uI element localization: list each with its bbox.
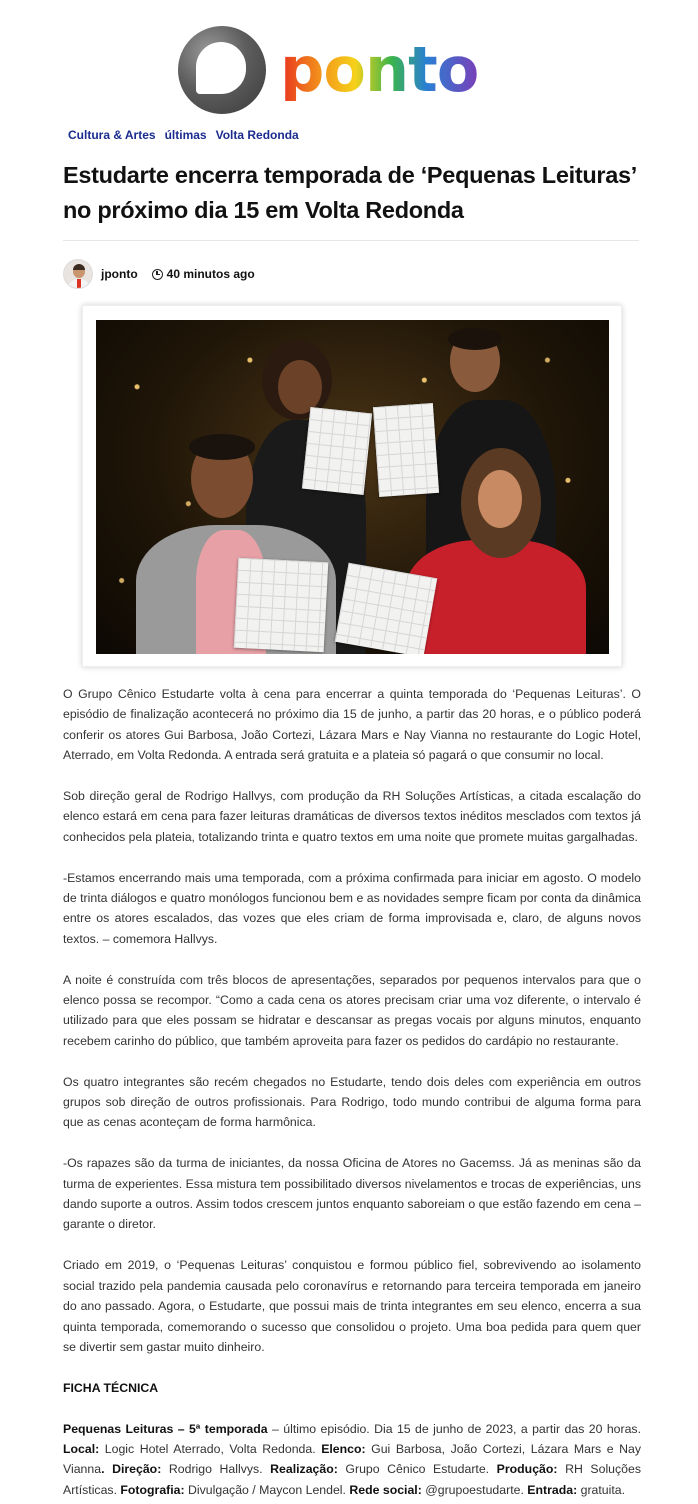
ficha-elenco-label: Elenco: [321, 1441, 366, 1456]
article-paragraph: -Estamos encerrando mais uma temporada, com a próxima confirmada para iniciar em agosto. O modelo de trinta diálogos e quatro monólogos funcionou bem e as novidades sempre ficam por conta da dinâmica entre os atores escalados, das vozes que eles criam de forma improvisada e, claro, de alguns novos textos. – comemora Hallvys. [63, 870, 641, 946]
featured-image-frame [82, 305, 622, 667]
article-paragraph: Sob direção geral de Rodrigo Hallvys, com produção da RH Soluções Artísticas, a citada escalação do elenco estará em cena para fazer leituras dramáticas de diversos textos inéditos mesclados com textos já conhecidos pela plateia, totalizando trinta e quatro textos em uma noite que promete muitas gargalhadas. [63, 789, 641, 844]
ficha-direcao-label: . Direção: [101, 1462, 162, 1477]
ficha-rede-text: @grupoestudarte. [421, 1482, 528, 1497]
ficha-producao-label: Produção: [496, 1462, 558, 1477]
category-links [68, 128, 299, 142]
category-link-volta-redonda[interactable]: Volta Redonda [215, 128, 299, 142]
logo-wordmark: ponto [280, 33, 479, 106]
ficha-fotografia-label: Fotografia: [120, 1482, 185, 1497]
logo-mark-icon [178, 26, 266, 114]
article-paragraph: A noite é construída com três blocos de apresentações, separados por pequenos intervalos para que o elenco possa se recompor. “Como a cada cena os atores precisam criar uma voz diferente, o intervalo é utilizado para que eles possam se hidratar e descansar as pregas vocais por alguns minutos, enquanto recebem carinho do público, que também aproveita para fazer os pedidos do cardápio no restaurante. [63, 972, 641, 1048]
category-link-cultura[interactable]: Cultura & Artes [68, 128, 156, 142]
article-meta [63, 259, 255, 289]
clock-icon [152, 269, 163, 280]
publish-time-text: 40 minutos ago [166, 267, 255, 281]
author-name[interactable]: jponto [101, 267, 138, 281]
ficha-entrada-text: gratuita. [577, 1482, 626, 1497]
ficha-tecnica-heading: FICHA TÉCNICA [63, 1380, 159, 1395]
ficha-realizacao-label: Realização: [270, 1462, 338, 1477]
ficha-elenco-text: Gui Barbosa, João Cortezi, Lázara Mars e Nay Vianna [63, 1441, 641, 1477]
featured-photo[interactable] [96, 320, 609, 654]
ficha-local-label: Local: [63, 1441, 100, 1456]
article-body [63, 684, 641, 1504]
ficha-show-text: – último episódio. Dia 15 de junho de 2023, a partir das 20 horas. [267, 1421, 641, 1436]
ficha-realizacao-text: Grupo Cênico Estudarte. [337, 1462, 497, 1477]
site-logo[interactable] [178, 24, 478, 116]
publish-time [152, 267, 255, 281]
title-divider [63, 240, 639, 241]
article-title: Estudarte encerra temporada de ‘Pequenas Leituras’ no próximo dia 15 em Volta Redonda [63, 162, 636, 223]
ficha-local-text: Logic Hotel Aterrado, Volta Redonda. [99, 1441, 322, 1456]
ficha-producao-text: RH Soluções Artísticas. [63, 1462, 641, 1497]
category-link-ultimas[interactable]: últimas [164, 128, 207, 142]
ficha-entrada-label: Entrada: [527, 1482, 578, 1497]
ficha-tecnica-details [63, 1419, 641, 1501]
article-paragraph: -Os rapazes são da turma de iniciantes, da nossa Oficina de Atores no Gacemss. Já as meninas são da turma de experientes. Essa mistura tem possibilitado diversos nivelamentos e trocas de experiências, uns dando suporte a outros. Assim todos crescem juntos enquanto saboreiam o que estão fazendo em cena – garante o diretor. [63, 1156, 641, 1232]
article-paragraph: O Grupo Cênico Estudarte volta à cena para encerrar a quinta temporada do ‘Pequenas Leituras’. O episódio de finalização acontecerá no próximo dia 15 de junho, a partir das 20 horas, e o público poderá conferir os atores Gui Barbosa, João Cortezi, Lázara Mars e Nay Vianna no restaurante do Logic Hotel, Aterrado, em Volta Redonda. A entrada será gratuita e a plateia só pagará o que consumir no local. [63, 687, 641, 763]
ficha-rede-label: Rede social: [349, 1482, 422, 1497]
ficha-show-label: Pequenas Leituras – 5ª temporada [63, 1421, 268, 1436]
author-avatar[interactable] [63, 259, 93, 289]
ficha-fotografia-text: Divulgação / Maycon Lendel. [184, 1482, 350, 1497]
ficha-direcao-text: Rodrigo Hallvys. [161, 1462, 271, 1477]
article-paragraph: Os quatro integrantes são recém chegados no Estudarte, tendo dois deles com experiência em outros grupos sob direção de outros profissionais. Para Rodrigo, todo mundo contribui de alguma forma para que as cenas aconteçam de forma harmônica. [63, 1074, 641, 1130]
article-paragraph: Criado em 2019, o ‘Pequenas Leituras’ conquistou e formou público fiel, sobrevivendo ao isolamento social trazido pela pandemia causada pelo coronavírus e retornando para terceira temporada em janeiro do ano passado. Agora, o Estudarte, que possui mais de trinta integrantes em seu elenco, encerra a sua quinta temporada, comemorando o sucesso que consolidou o projeto. Uma boa pedida para quem quer se divertir sem gastar muito dinheiro. [63, 1258, 641, 1354]
